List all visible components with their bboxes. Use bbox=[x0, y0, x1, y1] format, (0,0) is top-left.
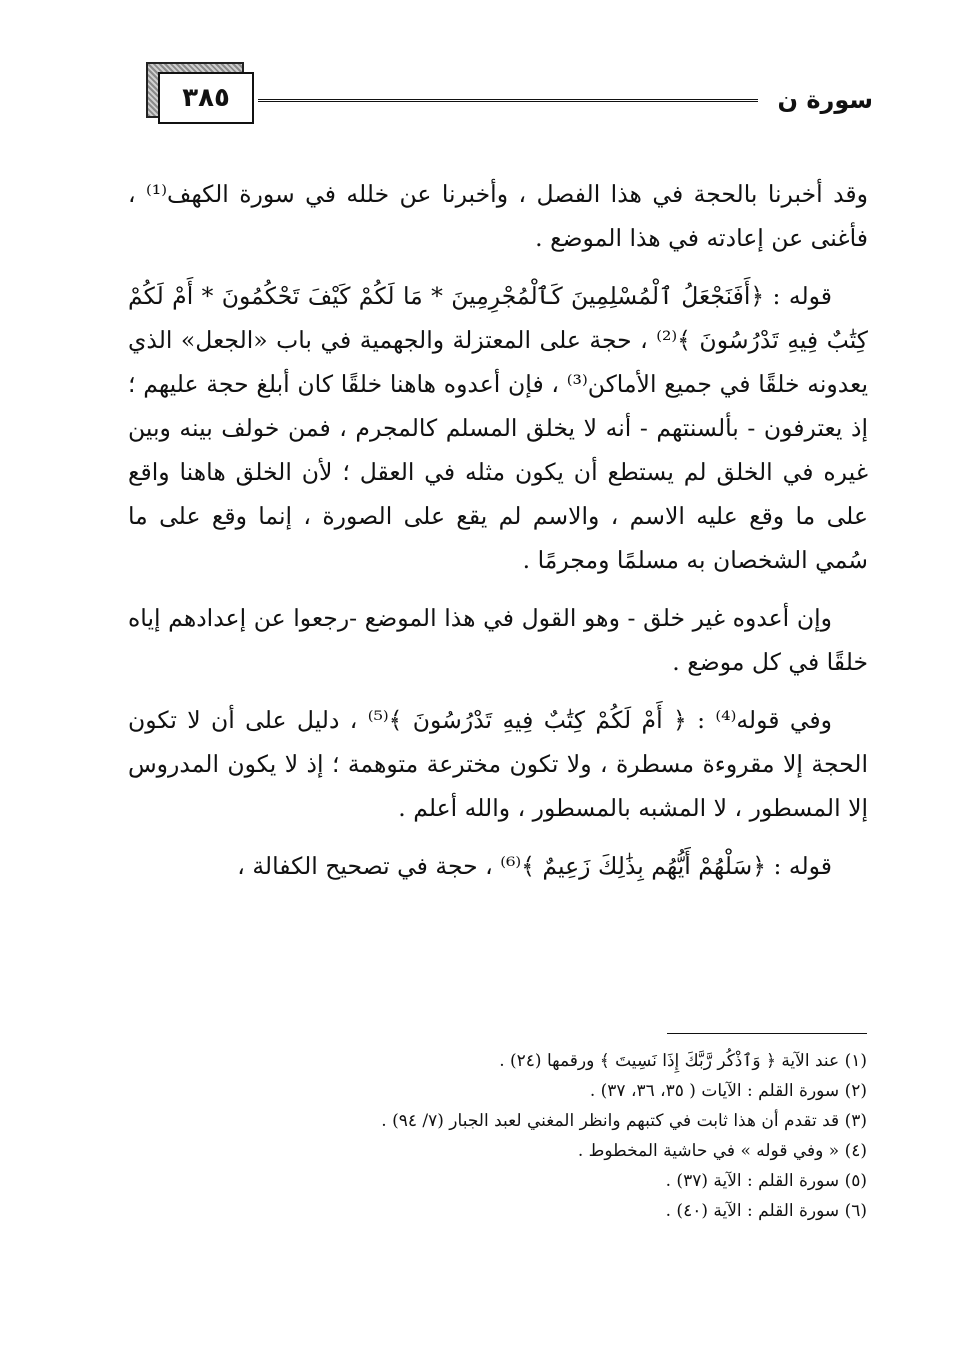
footnote-2: (٢) سورة القلم : الآيات ( ٣٥، ٣٦، ٣٧) . bbox=[589, 1081, 867, 1101]
paragraph-3: وإن أعدوه غير خلق - وهو القول في هذا الموضع -رجعوا عن إعدادهم إياه خلقًا في كل موضع . bbox=[128, 604, 868, 676]
paragraph-2: قوله : ﴿أَفَنَجْعَلُ ٱلْمُسْلِمِينَ كَٱلْمُجْرِمِينَ * مَا لَكُمْ كَيْفَ تَحْكُمُونَ * أَمْ لَكُمْ كِتَٰبٌ فِيهِ تَدْرُسُونَ ﴾⁽²⁾ ، حجة على المعتزلة والجهمية في باب «الجعل» الذي يعدونه خلقًا في جميع الأماكن⁽³⁾ ، فإن أعدوه هاهنا خلقًا كان أبلغ حجة عليهم ؛ إذ يعترفون - بألسنتهم - أنه لا يخلق المسلم كالمجرم ، فمن خولف بينه وبين غيره في الخلق لم يستطع أن يكون مثله في العقل ؛ لأن الخلق هاهنا واقع على ما وقع عليه الاسم ، والاسم لم يقع على الصورة ، إنما وقع على ما سُمي الشخصان به مسلمًا ومجرمًا . bbox=[128, 282, 868, 574]
footnote-3: (٣) قد تقدم أن هذا ثابت في كتبهم وانظر المغني لعبد الجبار (٧/ ٩٤) . bbox=[381, 1111, 867, 1131]
footnote-6: (٦) سورة القلم : الآية (٤٠) . bbox=[665, 1201, 867, 1221]
footnote-5: (٥) سورة القلم : الآية (٣٧) . bbox=[665, 1171, 867, 1191]
header-rule bbox=[258, 99, 758, 102]
page-number: ٣٨٥ bbox=[158, 72, 254, 124]
footnote-1: (١) عند الآية ﴿ وَٱذْكُر رَّبَّكَ إِذَا نَسِيتَ ﴾ ورقمها (٢٤) . bbox=[499, 1051, 867, 1071]
paragraph-1: وقد أخبرنا بالحجة في هذا الفصل ، وأخبرنا عن خلله في سورة الكهف⁽¹⁾ ، فأغنى عن إعادته في هذا الموضع . bbox=[128, 180, 868, 252]
paragraph-4: وفي قوله⁽⁴⁾ : ﴿ أَمْ لَكُمْ كِتَٰبٌ فِيهِ تَدْرُسُونَ ﴾⁽⁵⁾ ، دليل على أن لا تكون الحجة إلا مقروءة مسطرة ، ولا تكون مخترعة متوهمة ؛ إذ لا يكون المدروس إلا المسطور ، لا المشبه بالمسطور ، والله أعلم . bbox=[128, 706, 868, 822]
footnotes bbox=[127, 1046, 867, 1226]
surah-title: سورة ن bbox=[777, 86, 873, 114]
footnote-divider bbox=[667, 1033, 867, 1034]
page-header bbox=[138, 62, 873, 142]
footnote-4: (٤) « وفي قوله » في حاشية المخطوط . bbox=[577, 1141, 867, 1161]
paragraph-5: قوله : ﴿سَلْهُمْ أَيُّهُم بِذَٰلِكَ زَعِيمٌ ﴾⁽⁶⁾ ، حجة في تصحيح الكفالة ، bbox=[237, 852, 832, 880]
page-number-box bbox=[146, 62, 256, 124]
main-text bbox=[128, 172, 868, 902]
